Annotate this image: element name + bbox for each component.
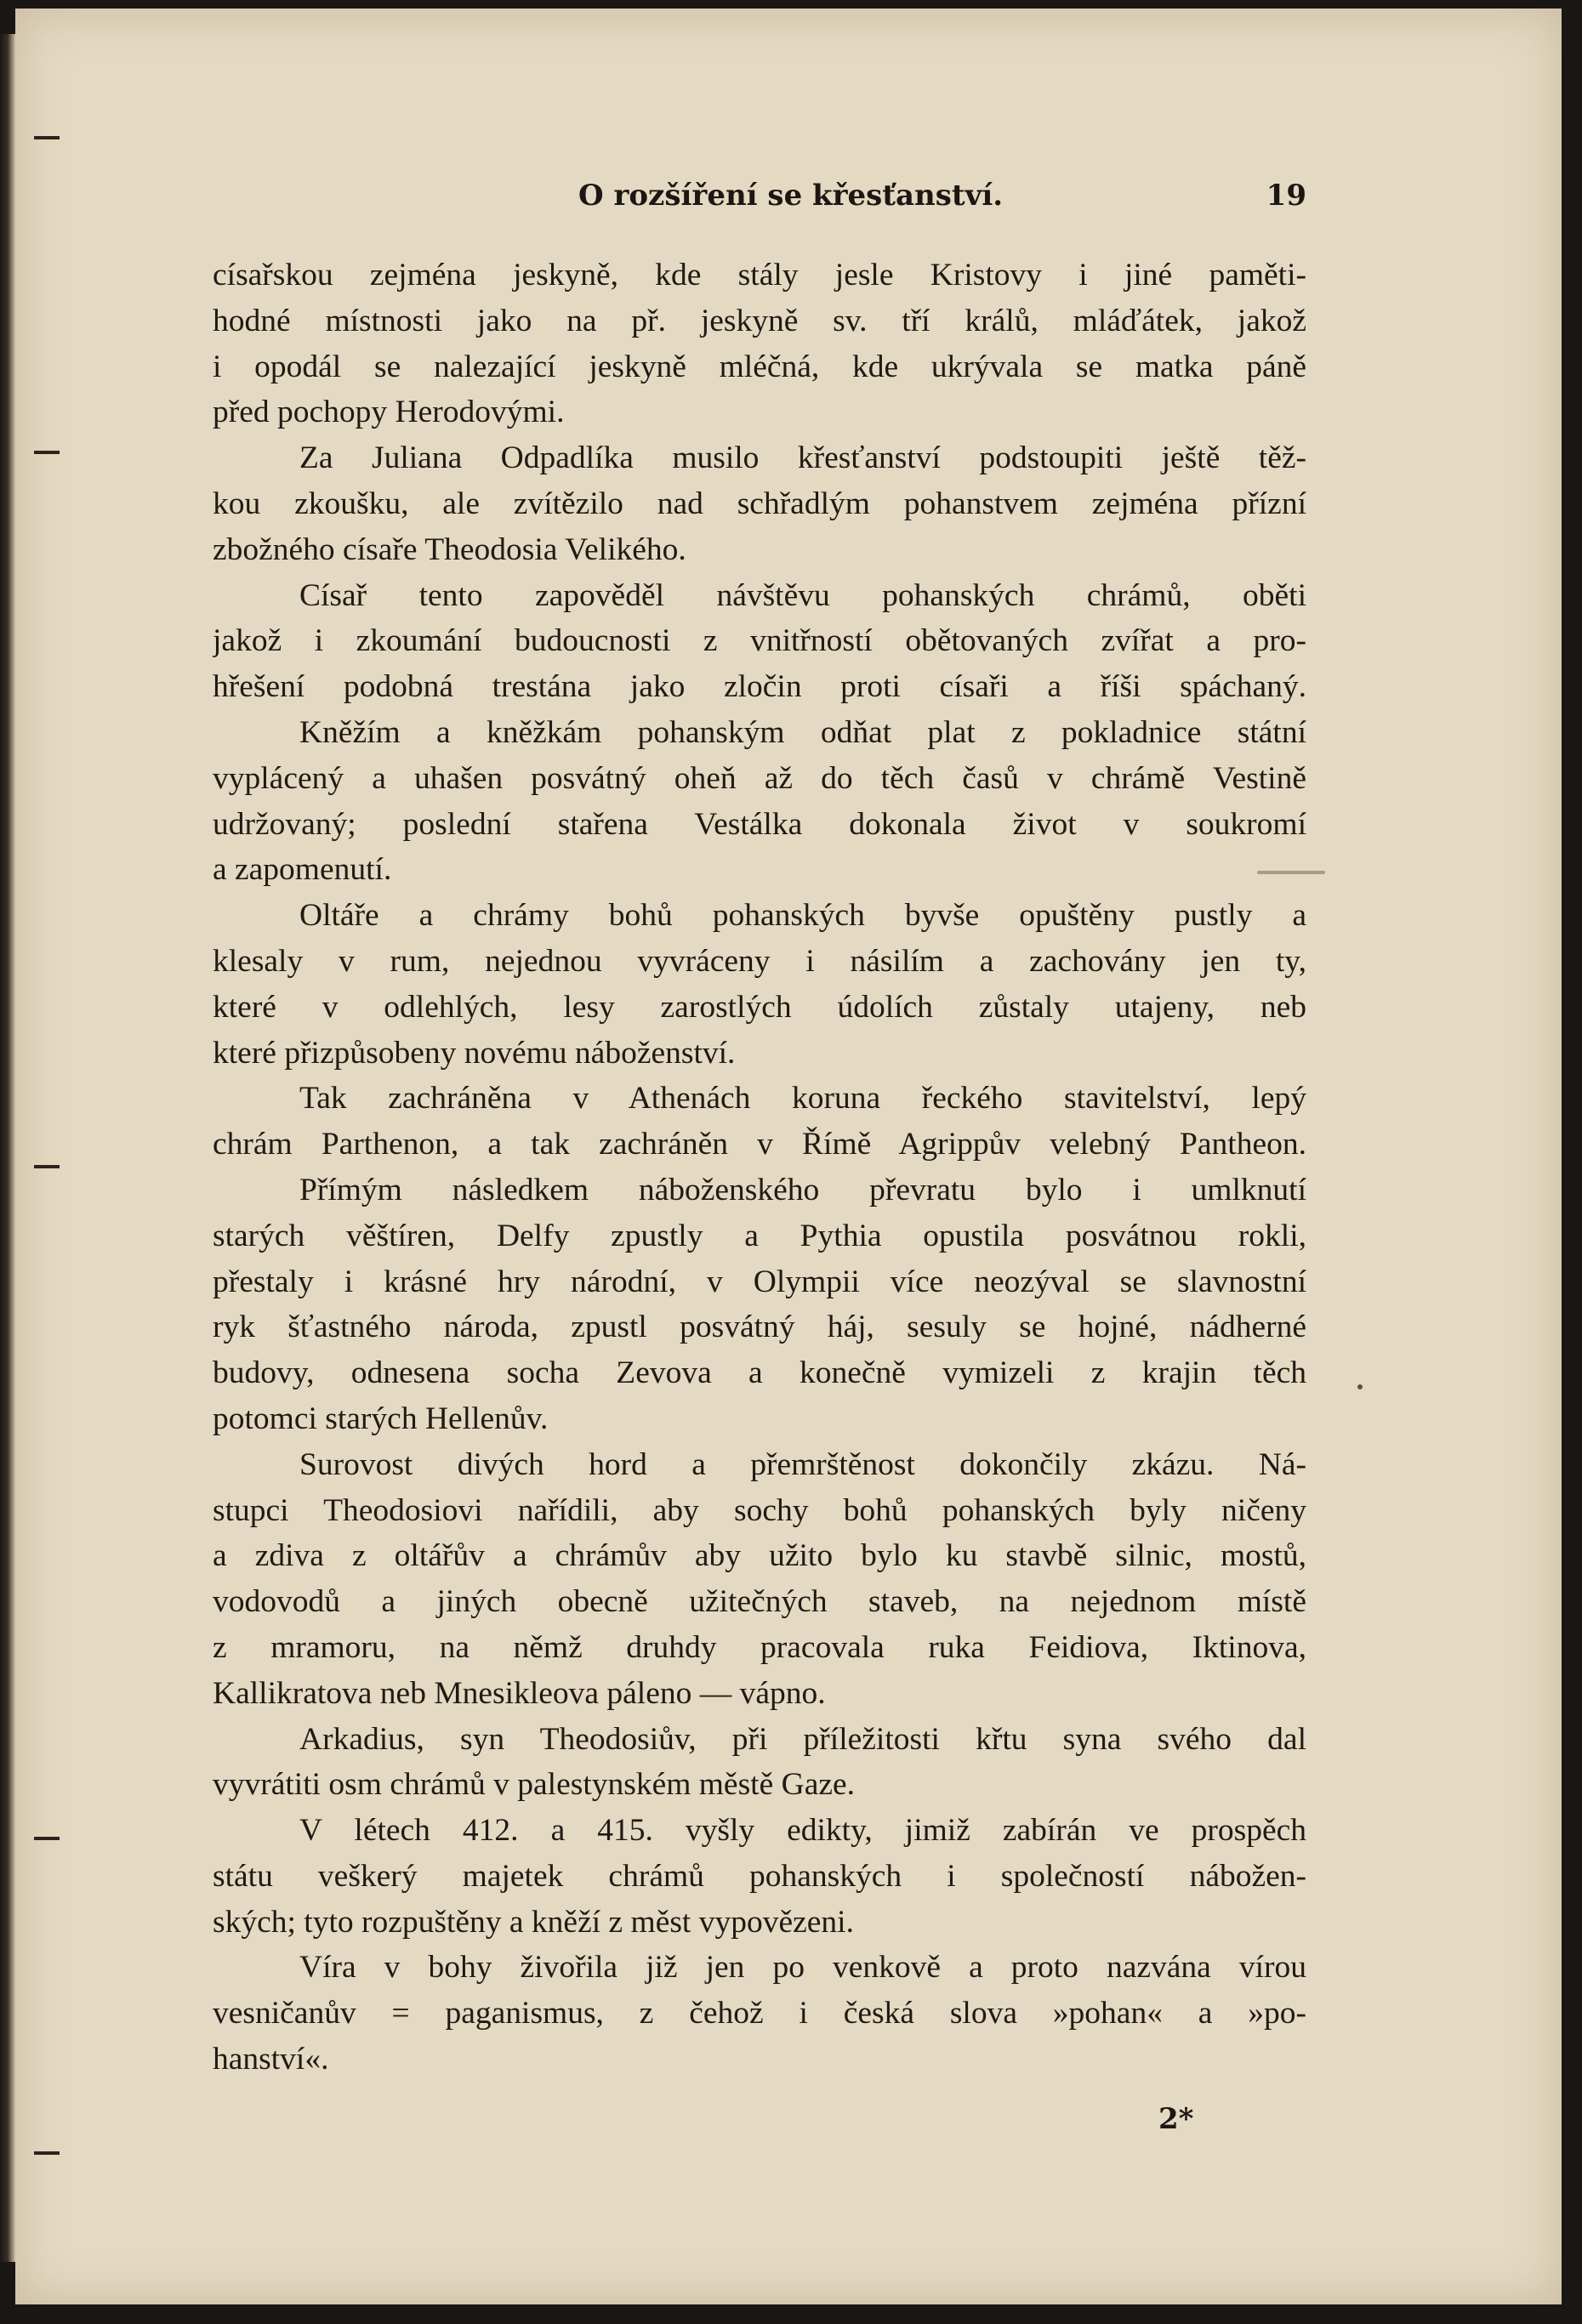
text-line: z mramoru, na němž druhdy pracovala ruka Feidiova, Iktinova, xyxy=(213,1629,1306,1665)
text-line: Kallikratova neb Mnesikleova páleno — vápno. xyxy=(213,1675,826,1711)
text-line: stupci Theodosiovi nařídili, aby sochy bohů pohanských byly ničeny xyxy=(213,1492,1306,1528)
text-line: vesničanův = paganismus, z čehož i česká slova »pohan« a »po- xyxy=(213,1996,1306,2031)
margin-mark xyxy=(34,451,60,454)
text-line: Císař tento zapověděl návštěvu pohanských chrámů, oběti xyxy=(299,577,1306,613)
text-line: V létech 412. a 415. vyšly edikty, jimiž zabírán ve prospěch xyxy=(299,1813,1306,1849)
text-line: starých věštíren, Delfy zpustly a Pythia opustila posvátnou rokli, xyxy=(213,1218,1306,1253)
text-line: zbožného císaře Theodosia Velikého. xyxy=(213,531,686,567)
text-line: a zapomenutí. xyxy=(213,852,392,888)
text-line: Víra v bohy živořila již jen po venkově a proto nazvána vírou xyxy=(299,1950,1306,1986)
printer-signature: 2* xyxy=(1158,2102,1194,2136)
text-line: před pochopy Herodovými. xyxy=(213,395,565,430)
text-line: Za Juliana Odpadlíka musilo křesťanství podstoupiti ještě těž- xyxy=(299,440,1306,476)
text-line: státu veškerý majetek chrámů pohanských i společností nábožen- xyxy=(213,1858,1306,1894)
text-line: které přizpůsobeny novému náboženství. xyxy=(213,1035,736,1071)
text-line: Tak zachráněna v Athenách koruna řeckého stavitelství, lepý xyxy=(299,1081,1306,1117)
text-line: Arkadius, syn Theodosiův, při příležitosti křtu syna svého dal xyxy=(299,1721,1306,1757)
margin-mark xyxy=(34,136,60,139)
text-line: i opodál se nalezající jeskyně mléčná, kde ukrývala se matka páně xyxy=(213,349,1306,384)
text-line: Surovost divých hord a přemrštěnost dokončily zkázu. Ná- xyxy=(299,1446,1306,1482)
text-line: a zdiva z oltářův a chrámův aby užito bylo ku stavbě silnic, mostů, xyxy=(213,1538,1306,1574)
text-line: vodovodů a jiných obecně užitečných staveb, na nejednom místě xyxy=(213,1584,1306,1620)
text-line: jakož i zkoumání budoucnosti z vnitřností obětovaných zvířat a pro- xyxy=(213,623,1306,659)
text-line: hanství«. xyxy=(213,2042,329,2077)
text-line: Přímým následkem náboženského převratu bylo i umlknutí xyxy=(299,1172,1306,1207)
text-line: hřešení podobná trestána jako zločin proti císaři a říši spáchaný. xyxy=(213,669,1306,705)
page-title: O rozšíření se křesťanství. xyxy=(578,179,1004,213)
text-line: císařskou zejména jeskyně, kde stály jesle Kristovy i jiné paměti- xyxy=(213,258,1306,293)
text-line: chrám Parthenon, a tak zachráněn v Římě Agrippův velebný Pantheon. xyxy=(213,1127,1306,1162)
text-line: Kněžím a kněžkám pohanským odňat plat z pokladnice státní xyxy=(299,714,1306,750)
text-line: kou zkoušku, ale zvítězilo nad schřadlým pohanstvem zejména přízní xyxy=(213,486,1306,521)
running-head xyxy=(213,179,1306,221)
margin-mark xyxy=(34,1837,60,1840)
book-spine xyxy=(0,34,15,2262)
text-line: přestaly i krásné hry národní, v Olympii více neozýval se slavnostní xyxy=(213,1264,1306,1299)
text-line: potomci starých Hellenův. xyxy=(213,1401,549,1436)
text-line: ryk šťastného národa, zpustl posvátný háj, sesuly se hojné, nádherné xyxy=(213,1310,1306,1345)
text-line: které v odlehlých, lesy zarostlých údolích zůstaly utajeny, neb xyxy=(213,989,1306,1025)
margin-mark xyxy=(34,2151,60,2155)
text-line: vyplácený a uhašen posvátný oheň až do těch časů v chrámě Vestině xyxy=(213,760,1306,796)
body-text xyxy=(213,253,1306,2083)
text-line: budovy, odnesena socha Zevova a konečně vymizeli z krajin těch xyxy=(213,1355,1306,1391)
margin-mark xyxy=(34,1165,60,1168)
ink-dot-mark xyxy=(1357,1384,1363,1389)
text-line: ských; tyto rozpuštěny a kněží z měst vypovězeni. xyxy=(213,1904,854,1940)
pencil-underline-mark xyxy=(1257,871,1325,874)
page-number: 19 xyxy=(1266,179,1306,213)
text-line: vyvrátiti osm chrámů v palestynském městě Gaze. xyxy=(213,1767,855,1803)
text-line: klesaly v rum, nejednou vyvráceny i násilím a zachovány jen ty, xyxy=(213,943,1306,979)
text-line: udržovaný; poslední stařena Vestálka dokonala život v soukromí xyxy=(213,806,1306,842)
text-line: hodné místnosti jako na př. jeskyně sv. tří králů, mláďátek, jakož xyxy=(213,303,1306,338)
text-line: Oltáře a chrámy bohů pohanských byvše opuštěny pustly a xyxy=(299,898,1306,934)
